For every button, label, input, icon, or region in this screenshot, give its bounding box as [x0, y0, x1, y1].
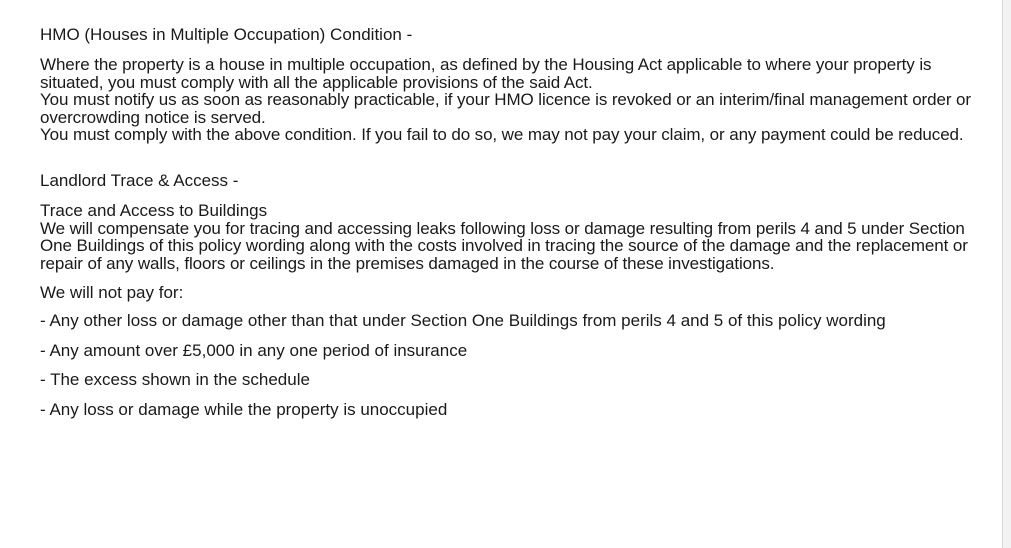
trace-heading: Landlord Trace & Access - — [40, 170, 239, 190]
trace-subheading: Trace and Access to Buildings — [40, 200, 268, 220]
exclusions-label: We will not pay for: — [40, 283, 184, 302]
hmo-paragraph-1: Where the property is a house in multiple occupation, as defined by the Housing Act applicable to where your property is situated, you must comply with all the applicable provisions of the said Act. — [40, 55, 932, 92]
hmo-paragraph-3: You must comply with the above condition. If you fail to do so, we may not pay your claim, or any payment could be reduced. — [40, 125, 964, 144]
scrollbar-track[interactable] — [1003, 0, 1011, 548]
exclusion-item: - Any other loss or damage other than that under Section One Buildings from perils 4 and 5 of this policy wording — [40, 311, 886, 330]
trace-body: We will compensate you for tracing and accessing leaks following loss or damage resulting from perils 4 and 5 under Section One Buildings of this policy wording along with the costs involved in tracing the source of the damage and the replacement or repair of any walls, floors or ceilings in the premises damaged in the course of these investigations. — [40, 218, 968, 273]
section-spacer — [40, 144, 990, 170]
exclusion-item: - Any loss or damage while the property is unoccupied — [40, 399, 448, 419]
hmo-heading: HMO (Houses in Multiple Occupation) Condition - — [40, 25, 413, 44]
policy-content — [40, 24, 990, 430]
hmo-paragraph-2: You must notify us as soon as reasonably practicable, if your HMO licence is revoked or an interim/final management order or overcrowding notice is served. — [40, 90, 971, 127]
exclusion-item: - The excess shown in the schedule — [40, 370, 310, 389]
exclusion-item: - Any amount over £5,000 in any one period of insurance — [40, 340, 468, 360]
